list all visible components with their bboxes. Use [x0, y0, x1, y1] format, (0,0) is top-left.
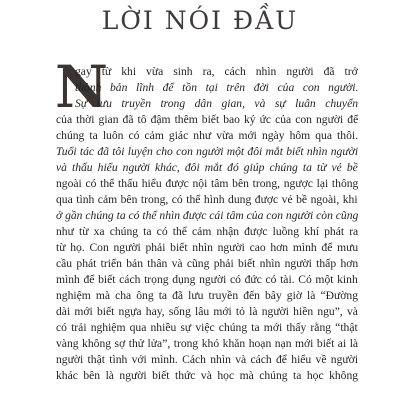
text-line: gay từ khi vừa sinh ra, cách nhìn người đã trở [75, 65, 358, 78]
text-line: vàng không sợ thử lửa”, trong khó khăn hoạn nạn mới biết ai là [56, 337, 359, 350]
drop-cap: N [55, 53, 109, 121]
text-line: mình để biết cách trọng dụng người có đức có tài. Có một kinh [56, 273, 358, 286]
text-line: và thấu hiểu người khác, đôi mắt đó giúp chúng ta từ vẻ bề [56, 161, 358, 174]
text-line: khác bên là người biết thức và học mà chúng ta học không [56, 369, 359, 382]
text-line: Tuổi tác đã tôi luyện cho con người một đôi mắt biết nhìn người [56, 145, 359, 158]
text-line: có trải nghiệm qua nhiều sự việc chúng ta mới thấy rằng “thật [56, 321, 358, 334]
text-line: ở gần chúng ta có thể nhìn được cái tâm của con người còn cũng [56, 209, 359, 222]
text-line: thành bản lĩnh để tồn tại trên đời của con người. [75, 81, 359, 94]
text-line: từ họ. Con người phải biết nhìn người cao hơn mình để mưu [56, 241, 359, 254]
text-line: người thật tình với mình. Cách nhìn và cách để hiểu về người [56, 353, 359, 366]
text-line: nghiệm mà cha ông ta đã lưu truyền đến bây giờ là “Đường [56, 289, 358, 302]
text-line: ngoài có thể thấu hiểu được nội tâm bên trong, ngược lại thông [56, 177, 359, 190]
text-line: như từ xa chúng ta có thể cảm nhận được luồng khí phát ra [56, 225, 359, 238]
text-line: dài mới biết ngựa hay, sống lâu mới tỏ là người hiền ngu”, và [56, 305, 358, 318]
page-title: LỜI NÓI ĐẦU [101, 6, 299, 35]
text-line: chúng ta luôn có cảm giác như vừa mới ngày hôm qua thôi. [56, 129, 358, 142]
text-line: Sự lưu truyền trong dân gian, và sự luân chuyển [75, 97, 359, 110]
text-line: của thời gian đã tô đậm thêm biết bao ký ức của con người để [56, 113, 359, 126]
text-line: qua tình cảm bên trong, có thể hình dung được vẻ bề ngoài, khi [56, 193, 358, 206]
text-line: cầu phát triển bản thân và cũng phải biết nhìn người thấp hơn [56, 257, 359, 270]
